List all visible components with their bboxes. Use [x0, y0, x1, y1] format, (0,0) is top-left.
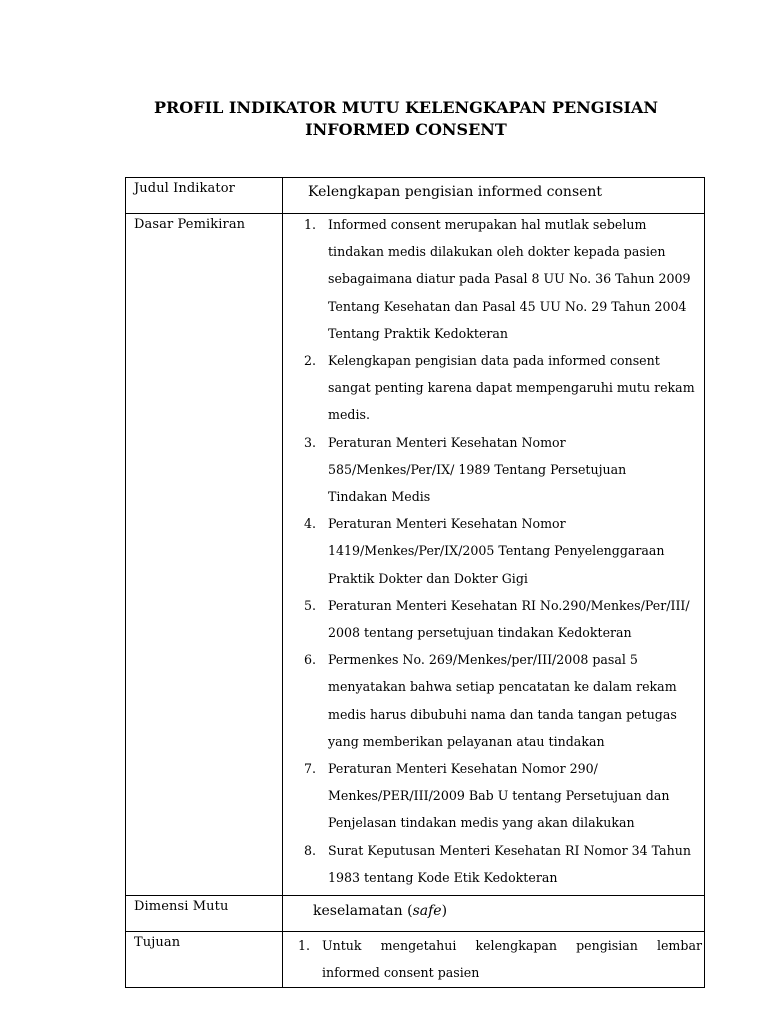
list-item: [283, 211, 704, 347]
dasar-list: [283, 211, 704, 891]
list-item-word: lembar: [656, 938, 702, 953]
list-item-line: 585/Menkes/Per/IX/ 1989 Tentang Persetujuan: [328, 461, 627, 477]
list-item-line: Peraturan Menteri Kesehatan Nomor 290/: [328, 761, 598, 777]
list-item-line: Peraturan Menteri Kesehatan Nomor: [328, 516, 566, 532]
list-item-line: Kelengkapan pengisian data pada informed consent: [328, 353, 660, 369]
list-item-number: 8.: [304, 842, 317, 858]
list-item: [283, 510, 704, 592]
list-item-line: Tentang Praktik Kedokteran: [328, 325, 509, 341]
list-item-line: Praktik Dokter dan Dokter Gigi: [328, 570, 528, 586]
list-item-line: Permenkes No. 269/Menkes/per/III/2008 pasal 5: [328, 652, 638, 668]
list-item-word: kelengkapan: [475, 938, 558, 953]
list-item-number: 4.: [304, 516, 317, 532]
list-item-line: tindakan medis dilakukan oleh dokter kepada pasien: [328, 244, 666, 260]
list-item-line: Tentang Kesehatan dan Pasal 45 UU No. 29 Tahun 2004: [328, 298, 687, 314]
table-row-tujuan: [126, 932, 705, 988]
table-row-dasar: [126, 214, 705, 896]
list-item-number: 6.: [304, 652, 317, 668]
list-item-number: 1.: [304, 217, 317, 232]
list-item: [283, 755, 704, 837]
list-item-line: 1419/Menkes/Per/IX/2005 Tentang Penyelenggaraan: [328, 543, 665, 559]
dasar-label: Dasar Pemikiran: [126, 214, 283, 896]
dimensi-value-prefix: keselamatan (: [313, 903, 413, 919]
list-item-line: 2008 tentang persetujuan tindakan Kedokteran: [328, 625, 632, 641]
list-item-line: Tindakan Medis: [328, 489, 431, 505]
list-item: [283, 837, 704, 891]
dimensi-label: Dimensi Mutu: [126, 896, 283, 932]
dimensi-value-cell: [283, 896, 705, 932]
judul-label: Judul Indikator: [126, 178, 283, 214]
dasar-value-cell: [283, 214, 705, 896]
list-item-number: 7.: [304, 761, 317, 777]
tujuan-list: [283, 932, 704, 986]
table-row-judul: [126, 178, 705, 214]
indicator-profile-table: [125, 177, 705, 988]
table-row-dimensi: [126, 896, 705, 932]
tujuan-label: Tujuan: [126, 932, 283, 988]
list-item-line: Menkes/PER/III/2009 Bab U tentang Persetujuan dan: [328, 788, 670, 804]
title-line-2: INFORMED CONSENT: [305, 120, 507, 139]
list-item-line: Informed consent merupakan hal mutlak sebelum: [328, 217, 647, 232]
dimensi-value: [283, 896, 704, 931]
document-title: [0, 97, 768, 141]
tujuan-value-cell: [283, 932, 705, 988]
dimensi-value-italic: safe: [412, 903, 442, 919]
list-item-line: medis.: [328, 407, 370, 423]
list-item-word: Untuk: [322, 938, 362, 953]
list-item-line: Penjelasan tindakan medis yang akan dilakukan: [328, 815, 635, 831]
list-item: [283, 592, 704, 646]
list-item-number: 5.: [304, 597, 317, 613]
list-item-word: mengetahui: [380, 938, 457, 953]
list-item-number: 1.: [298, 938, 311, 953]
list-item-number: 3.: [304, 434, 317, 450]
list-item-line: informed consent pasien: [322, 965, 480, 980]
list-item-line: medis harus dibubuhi nama dan tanda tangan petugas: [328, 706, 677, 722]
list-item: [283, 347, 704, 429]
judul-value-cell: [283, 178, 705, 214]
list-item-word: pengisian: [576, 938, 638, 953]
list-item: [283, 646, 704, 755]
list-item-line: 1983 tentang Kode Etik Kedokteran: [328, 869, 558, 885]
list-item-line: Surat Keputusan Menteri Kesehatan RI Nomor 34 Tahun: [328, 842, 691, 858]
list-item-line: Peraturan Menteri Kesehatan RI No.290/Menkes/Per/III/: [328, 597, 690, 613]
list-item-line: sebagaimana diatur pada Pasal 8 UU No. 36 Tahun 2009: [328, 271, 691, 287]
judul-value: Kelengkapan pengisian informed consent: [308, 184, 603, 200]
dimensi-value-suffix: ): [441, 903, 448, 919]
list-item-line: sangat penting karena dapat mempengaruhi mutu rekam: [328, 380, 695, 396]
list-item-line: [322, 932, 704, 959]
list-item: [283, 429, 704, 511]
list-item-line: Peraturan Menteri Kesehatan Nomor: [328, 434, 566, 450]
title-line-1: PROFIL INDIKATOR MUTU KELENGKAPAN PENGISIAN: [153, 98, 659, 117]
list-item-line: menyatakan bahwa setiap pencatatan ke dalam rekam: [328, 679, 677, 695]
list-item: [283, 932, 704, 986]
list-item-line: yang memberikan pelayanan atau tindakan: [328, 733, 605, 749]
list-item-number: 2.: [304, 353, 317, 369]
